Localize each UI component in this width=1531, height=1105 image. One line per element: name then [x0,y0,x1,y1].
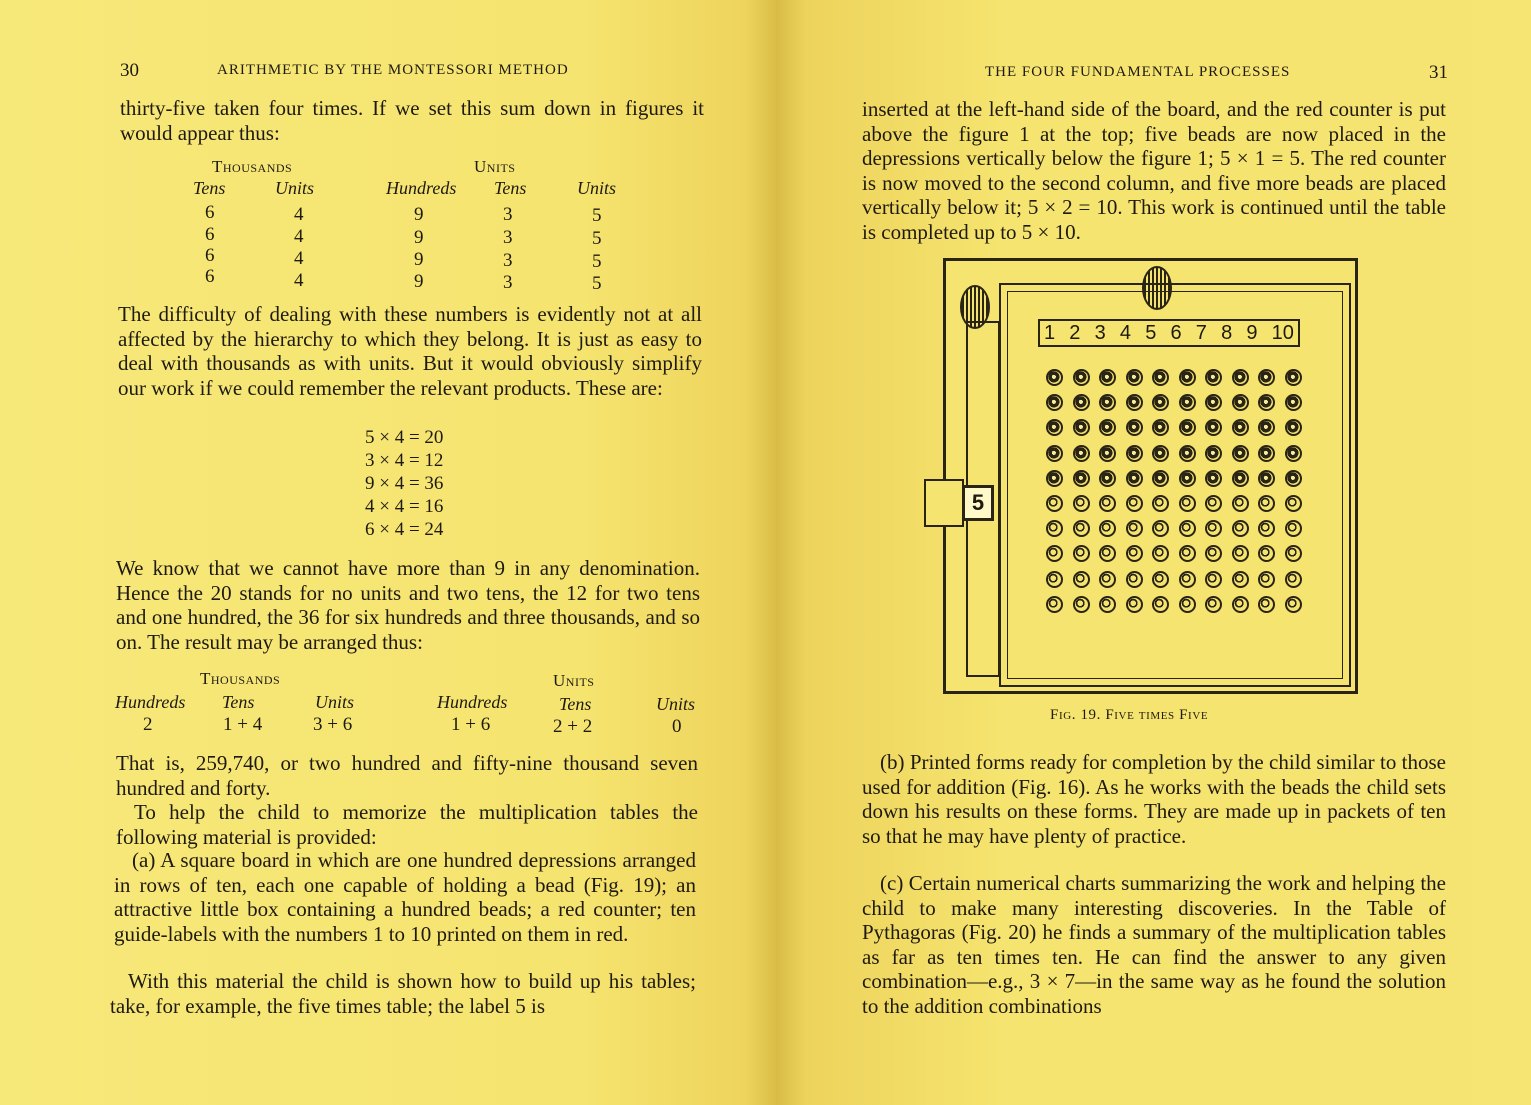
number-label: 5 [1145,321,1157,344]
bead-icon [1179,470,1196,487]
bead-icon [1152,571,1169,588]
number-label: 4 [1119,321,1132,344]
top-number-labels [1038,319,1300,347]
running-head: THE FOUR FUNDAMENTAL PROCESSES [985,64,1291,80]
bead-icon [1205,495,1222,512]
number-label: 10 [1271,321,1294,344]
bead-icon [1073,470,1090,487]
bead-icon [1073,545,1090,562]
paragraph: (a) A square board in which are one hundred depressions arranged in rows of ten, each one capable of holding a bead (Fig. 19); an attractive little box containing a hundred beads; a red counter; ten guide-labels with the numbers 1 to 10 printed on them in red. [114,848,696,946]
bead-icon [1073,419,1090,436]
bead-icon [1046,394,1063,411]
product-line: 6 × 4 = 24 [365,519,444,540]
column-header: Hundreds [437,692,508,712]
paragraph: inserted at the left-hand side of the board, and the red counter is put above the figure 1 at the top; five beads are now placed in the depressions vertically below the figure 1; 5 × 1 = 5. The red counter is now moved to the second column, and five more beads are placed vertically below it; 5 × 2 = 10. This work is continued until the table is completed up to 5 × 10. [862,97,1446,244]
bead-icon [1152,596,1169,613]
table-cell: 9 [414,249,424,270]
table-cell: 5 [592,251,602,272]
bead-icon [1179,394,1196,411]
paragraph: The difficulty of dealing with these numbers is evidently not at all affected by the hierarchy to which they belong. It is just as easy to deal with thousands as with units. But it would obviously simplify our work if we could remember the relevant products. These are: [118,302,702,400]
bead-icon [1232,445,1249,462]
bead-icon [1179,495,1196,512]
number-label: 9 [1246,321,1258,344]
column-header: Hundreds [386,178,457,198]
table-cell: 6 [205,266,215,287]
product-line: 9 × 4 = 36 [365,473,444,494]
bead-icon [1179,596,1196,613]
bead-icon [1073,394,1090,411]
table-cell: 4 [294,226,304,247]
table-cell: 0 [672,716,682,737]
bead-row [1046,541,1302,566]
number-label: 2 [1069,321,1081,344]
table-cell: 3 [503,227,513,248]
bead-icon [1126,470,1143,487]
table-cell: 3 [503,272,513,293]
bead-icon [1258,596,1275,613]
paragraph: With this material the child is shown how to build up his tables; take, for example, the five times table; the label 5 is [110,969,696,1018]
group-header-thousands: Thousands [200,669,281,688]
bead-icon [1126,445,1143,462]
group-header-units: Units [474,157,516,176]
column-header: Units [656,694,696,714]
bead-icon [1046,596,1063,613]
bead-icon [1205,369,1222,386]
column-header: Tens [193,178,226,198]
bead-icon [1073,445,1090,462]
bead-row [1046,415,1302,440]
table-cell: 2 [143,714,153,735]
table-cell: 1 + 6 [451,714,491,735]
paragraph: (b) Printed forms ready for completion by the child similar to those used for addition (Fig. 16). As he works with the beads the child sets down his results on these forms. They are made up in packets of ten so that he may have plenty of practice. [862,750,1446,848]
running-head: ARITHMETIC BY THE MONTESSORI METHOD [217,62,569,78]
table-cell: 9 [414,227,424,248]
table-cell: 3 + 6 [313,714,353,735]
bead-row [1046,390,1302,415]
paragraph: thirty-five taken four times. If we set this sum down in figures it would appear thus: [120,96,704,145]
bead-icon [1232,470,1249,487]
paragraph: We know that we cannot have more than 9 in any denomination. Hence the 20 stands for no units and two tens, the 12 for two tens and one hundred, the 36 for six hundreds and three thousands, and so on. The result may be arranged thus: [116,556,700,654]
bead-row [1046,592,1302,617]
products-list [365,426,443,541]
page-number: 31 [1429,62,1448,83]
bead-icon [1099,470,1116,487]
bead-icon [1046,470,1063,487]
bead-icon [1126,596,1143,613]
bead-icon [1099,545,1116,562]
bead-icon [1073,520,1090,537]
table-cell: 9 [414,271,424,292]
bead-icon [1152,394,1169,411]
number-label: 6 [1170,321,1182,344]
bead-icon [1152,470,1169,487]
bead-icon [1258,495,1275,512]
bead-icon [1152,445,1169,462]
table-cell: 5 [592,205,602,226]
bead-icon [1152,495,1169,512]
column-header: Units [275,178,315,198]
bead-icon [1126,419,1143,436]
bead-icon [1285,394,1302,411]
bead-icon [1126,545,1143,562]
bead-board-figure [943,258,1358,694]
bead-icon [1179,545,1196,562]
column-header: Tens [494,178,527,198]
group-header-units: Units [553,671,595,690]
column-header: Tens [559,694,592,714]
table-cell: 6 [205,202,215,223]
table-cell: 3 [503,250,513,271]
bead-icon [1285,571,1302,588]
bead-icon [1232,520,1249,537]
bead-icon [1099,520,1116,537]
bead-icon [1152,369,1169,386]
table-cell: 2 + 2 [553,716,593,737]
bead-icon [1073,369,1090,386]
bead-icon [1099,445,1116,462]
number-label: 8 [1221,321,1233,344]
bead-icon [1046,369,1063,386]
bead-icon [1073,571,1090,588]
table-cell: 6 [205,245,215,266]
paragraph: That is, 259,740, or two hundred and fifty-nine thousand seven hundred and forty. [116,751,698,800]
paragraph: To help the child to memorize the multiplication tables the following material is provided: [116,800,698,849]
bead-icon [1258,419,1275,436]
column-header: Units [577,178,617,198]
bead-icon [1073,596,1090,613]
tab-slot [924,479,964,527]
table-cell: 9 [414,204,424,225]
bead-icon [1258,445,1275,462]
bead-icon [1099,596,1116,613]
bead-icon [1126,369,1143,386]
bead-icon [1152,520,1169,537]
bead-icon [1152,545,1169,562]
bead-icon [1099,419,1116,436]
bead-icon [1285,495,1302,512]
bead-row [1046,491,1302,516]
bead-row [1046,441,1302,466]
bead-icon [1205,394,1222,411]
table-cell: 5 [592,273,602,294]
bead-icon [1073,495,1090,512]
side-label: 5 [962,485,994,521]
bead-icon [1205,445,1222,462]
bead-icon [1232,394,1249,411]
bead-icon [1179,520,1196,537]
number-label: 3 [1094,321,1106,344]
bead-icon [1126,571,1143,588]
bead-icon [1099,369,1116,386]
product-line: 5 × 4 = 20 [365,427,444,448]
bead-icon [1179,419,1196,436]
bead-icon [1126,394,1143,411]
bead-icon [1258,571,1275,588]
product-line: 4 × 4 = 16 [365,496,444,517]
bead-icon [1232,419,1249,436]
page-number: 30 [120,60,139,81]
bead-icon [1099,571,1116,588]
bead-icon [1285,470,1302,487]
column-header: Units [315,692,355,712]
bead-icon [1046,571,1063,588]
number-label: 7 [1195,321,1207,344]
paragraph: (c) Certain numerical charts summarizing the work and helping the child to make many interesting discoveries. In the Table of Pythagoras (Fig. 20) he finds a summary of the multiplication tables as far as ten times ten. He can find the answer to any given combination—e.g., 3 × 7—in the same way as he found the solution to the addition combinations [862,871,1446,1018]
figure-caption: Fig. 19. Five times Five [1050,707,1209,723]
bead-grid [1046,365,1302,617]
bead-icon [1179,369,1196,386]
table-cell: 5 [592,228,602,249]
number-label: 1 [1044,321,1056,344]
bead-icon [1258,369,1275,386]
table-cell: 4 [294,204,304,225]
bead-icon [1046,445,1063,462]
bead-icon [1046,419,1063,436]
table-cell: 6 [205,224,215,245]
bead-icon [1205,520,1222,537]
bead-icon [1205,571,1222,588]
group-header-thousands: Thousands [212,157,293,176]
bead-icon [1285,545,1302,562]
bead-icon [1285,520,1302,537]
bead-icon [1126,520,1143,537]
bead-icon [1258,545,1275,562]
bead-icon [1205,419,1222,436]
bead-icon [1258,470,1275,487]
bead-icon [1232,571,1249,588]
product-line: 3 × 4 = 12 [365,450,444,471]
bead-icon [1046,545,1063,562]
bead-icon [1232,596,1249,613]
table-cell: 1 + 4 [223,714,263,735]
bead-icon [1205,596,1222,613]
bead-icon [1205,470,1222,487]
bead-icon [1179,445,1196,462]
bead-row [1046,516,1302,541]
bead-icon [1232,545,1249,562]
column-header: Hundreds [115,692,186,712]
bead-icon [1285,445,1302,462]
bead-icon [1232,495,1249,512]
bead-icon [1285,369,1302,386]
bead-icon [1205,545,1222,562]
bead-icon [1285,596,1302,613]
bead-row [1046,466,1302,491]
bead-icon [1099,394,1116,411]
column-header: Tens [222,692,255,712]
table-cell: 4 [294,270,304,291]
bead-row [1046,365,1302,390]
bead-icon [1099,495,1116,512]
bead-icon [1232,369,1249,386]
bead-icon [1046,495,1063,512]
bead-row [1046,567,1302,592]
bead-icon [1285,419,1302,436]
bead-icon [1258,520,1275,537]
bead-icon [1126,495,1143,512]
table-cell: 3 [503,204,513,225]
table-cell: 4 [294,248,304,269]
bead-icon [1179,571,1196,588]
bead-icon [1152,419,1169,436]
bead-icon [1258,394,1275,411]
bead-icon [1046,520,1063,537]
